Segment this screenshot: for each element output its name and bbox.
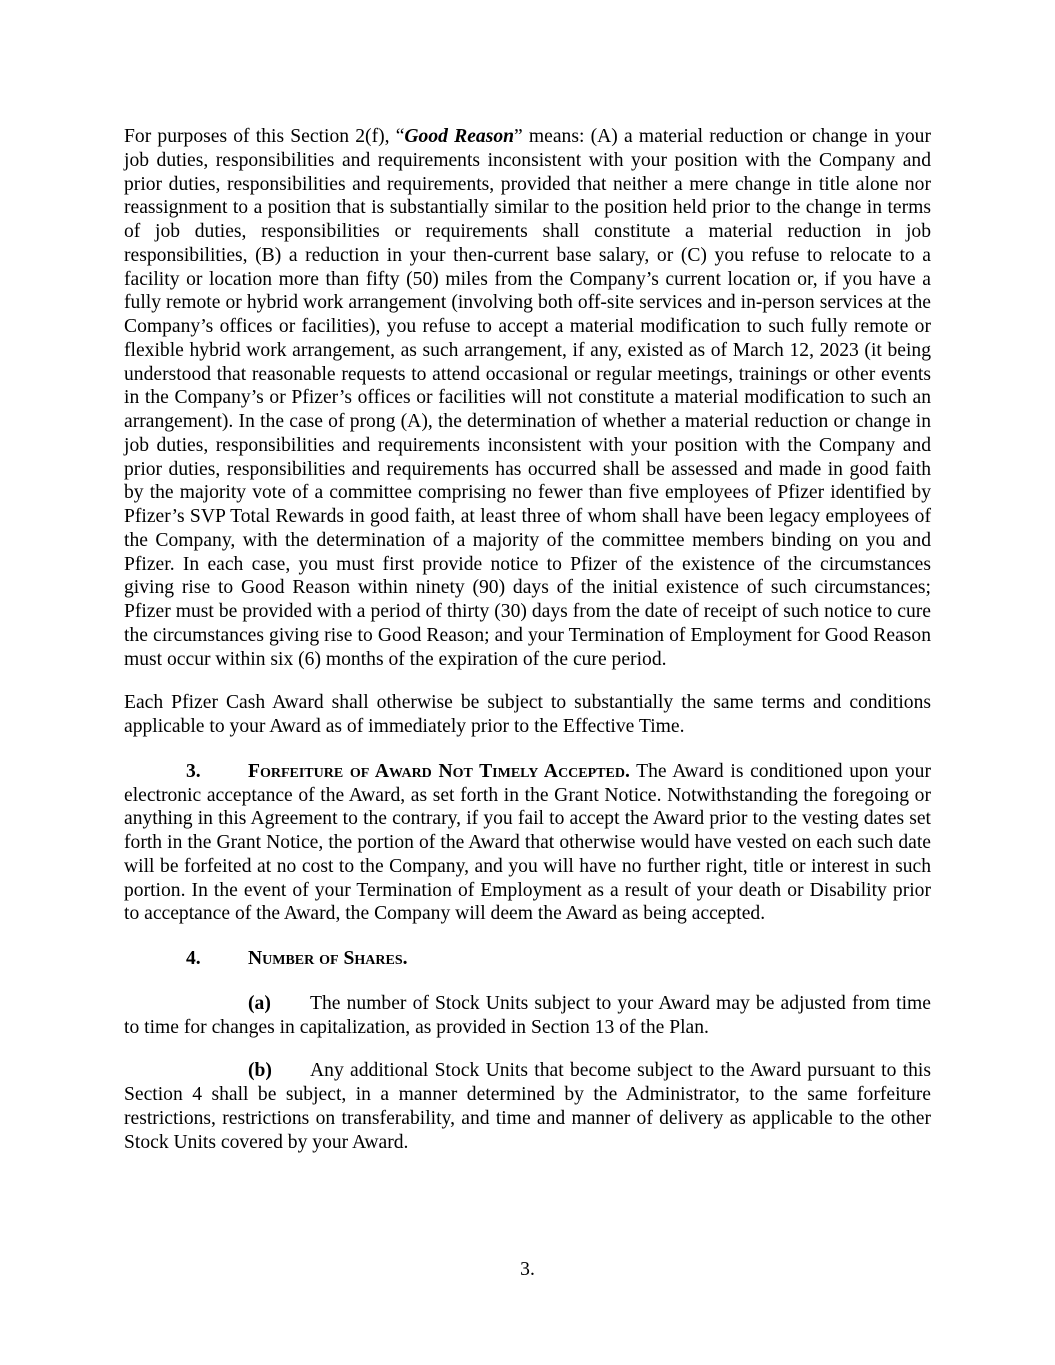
document-page bbox=[124, 125, 931, 1154]
cash-award-paragraph: Each Pfizer Cash Award shall otherwise be subject to substantially the same terms and conditions applicable to your Award as of immediately prior to the Effective Time. bbox=[124, 692, 931, 737]
section-3-heading: Forfeiture of Award Not Timely Accepted. bbox=[248, 760, 630, 782]
section-4a-text: The number of Stock Units subject to your Award may be adjusted from time to time for changes in capitalization, as provided in Section 13 of the Plan. bbox=[124, 992, 931, 1038]
section-4-number: 4. bbox=[186, 948, 201, 969]
section-3-body: The Award is conditioned upon your electronic acceptance of the Award, as set forth in the Grant Notice. Notwithstanding the foregoing or anything in this Agreement to the contrary, if you fail to accept the Award prior to the vesting dates set forth in the Grant Notice, the portion of the Award that otherwise would have vested on each such date will be forfeited at no cost to the Company, and you will have no further right, title or interest in such portion. In the event of your Termination of Employment as a result of your death or Disability prior to acceptance of the Award, the Company will deem the Award as being accepted. bbox=[124, 760, 931, 925]
section-4a-label: (a) bbox=[248, 992, 271, 1014]
section-4-heading: Number of Shares. bbox=[248, 948, 408, 969]
section-4b-text: Any additional Stock Units that become subject to the Award pursuant to this Section 4 shall be subject, in a manner determined by the Administrator, to the same forfeiture restrictions, restrictions on transferability, and time and manner of delivery as applicable to the other Stock Units covered by your Award. bbox=[124, 1060, 931, 1153]
section-4b-label: (b) bbox=[248, 1060, 272, 1082]
section-3-number: 3. bbox=[186, 760, 201, 782]
good-reason-body: ” means: (A) a material reduction or change in your job duties, responsibilities and requirements inconsistent with your position with the Company and prior duties, responsibilities and requirements, provided that neither a mere change in title alone nor reassignment to a position that is substantially similar to the position held prior to the change in terms of job duties, responsibilities or requirements shall constitute a material reduction in job responsibilities, (B) a reduction in your then-current base salary, or (C) you refuse to relocate to a facility or location more than fifty (50) miles from the Company’s current location or, if you have a fully remote or hybrid work arrangement (involving both off-site services and in-person services at the Company’s offices or facilities), you refuse to accept a material modification to such fully remote or flexible hybrid work arrangement, as such arrangement, if any, existed as of March 12, 2023 (it being understood that reasonable requests to attend occasional or regular meetings, trainings or other events in the Company’s or Pfizer’s offices or facilities will not constitute a material modification to such an arrangement). In the case of prong (A), the determination of whether a material reduction or change in job duties, responsibilities and requirements inconsistent with your position with the Company and prior duties, responsibilities and requirements has occurred shall be assessed and made in good faith by the majority vote of a committee comprising no fewer than five employees of Pfizer identified by Pfizer’s SVP Total Rewards in good faith, at least three of whom shall have been legacy employees of the Company, with the determination of a majority of the committee members binding on you and Pfizer. In each case, you must first provide notice to Pfizer of the existence of the circumstances giving rise to Good Reason within ninety (90) days of the initial existence of such circumstances; Pfizer must be provided with a period of thirty (30) days from the date of receipt of such notice to cure the circumstances giving rise to Good Reason; and your Termination of Employment for Good Reason must occur within six (6) months of the expiration of the cure period. bbox=[124, 126, 931, 670]
section-4-heading-line bbox=[124, 947, 931, 971]
section-3-paragraph bbox=[124, 760, 931, 926]
section-4a-paragraph bbox=[124, 992, 931, 1040]
page-number: 3. bbox=[520, 1259, 535, 1280]
section-4b-paragraph bbox=[124, 1059, 931, 1154]
good-reason-term: Good Reason bbox=[404, 126, 515, 147]
good-reason-paragraph bbox=[124, 125, 931, 671]
good-reason-intro: For purposes of this Section 2(f), “ bbox=[124, 126, 405, 147]
